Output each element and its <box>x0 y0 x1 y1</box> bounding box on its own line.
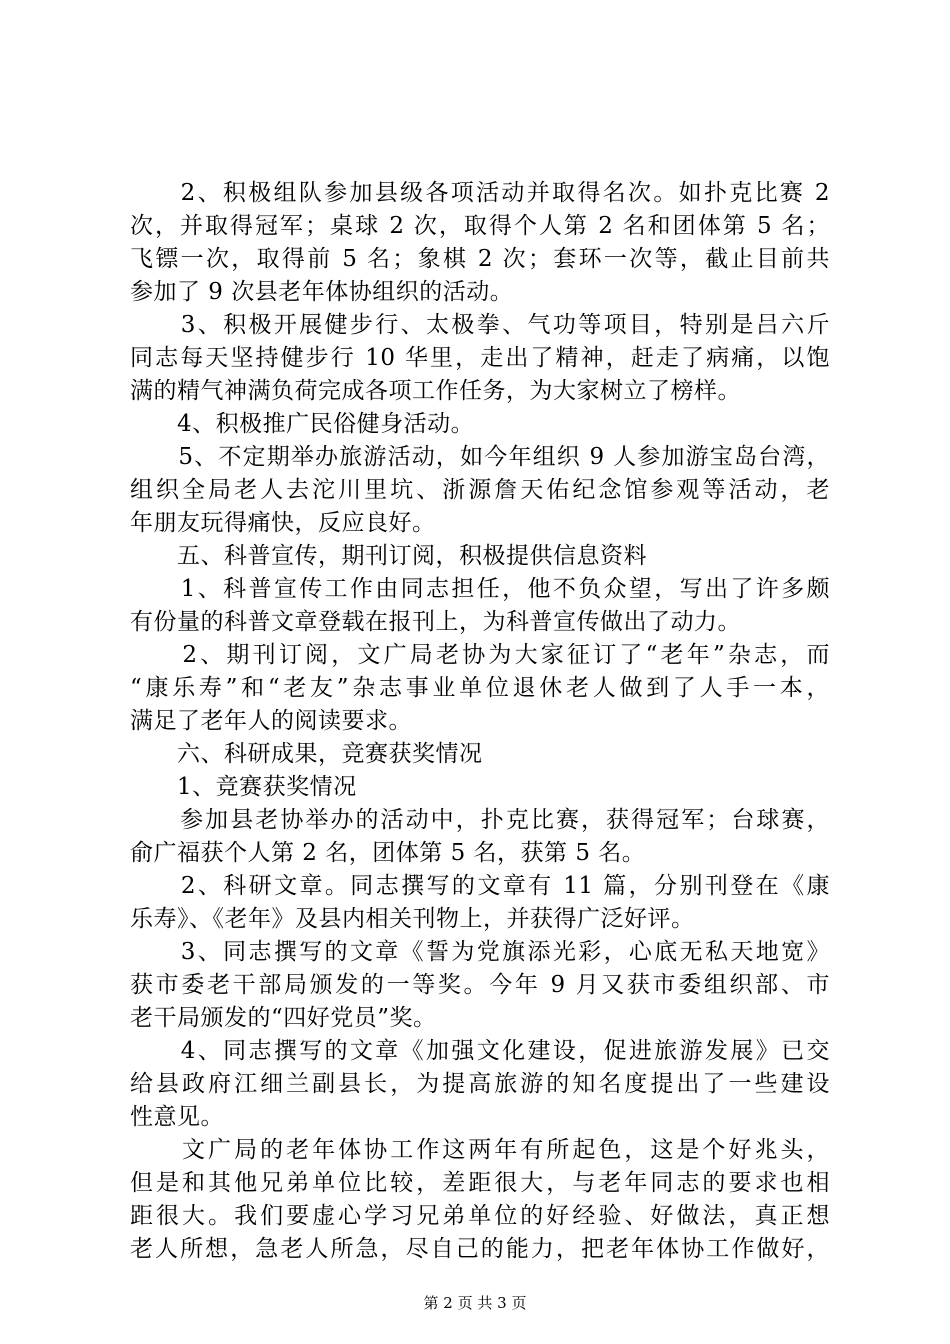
text-line: “康乐寿”和“老友”杂志事业单位退休老人做到了人手一本， <box>130 675 830 701</box>
text-line: 乐寿》、《老年》及县内相关刊物上，并获得广泛好评。 <box>130 906 695 932</box>
text-line: 满足了老年人的阅读要求。 <box>130 708 412 734</box>
text-line: 有份量的科普文章登载在报刊上，为科普宣传做出了动力。 <box>130 609 741 635</box>
text-line: 1、竞赛获奖情况 <box>130 774 357 800</box>
section-heading: 六、科研成果，竞赛获奖情况 <box>130 741 483 767</box>
text-line: 参加县老协举办的活动中，扑克比赛，获得冠军；台球赛， <box>130 807 830 833</box>
text-line: 飞镖一次，取得前 5 名；象棋 2 次；套环一次等，截止目前共 <box>130 246 830 272</box>
text-line: 组织全局老人去沱川里坑、浙源詹天佑纪念馆参观等活动，老 <box>130 477 830 503</box>
text-line: 老人所想，急老人所急，尽自己的能力，把老年体协工作做好， <box>130 1236 830 1262</box>
text-line: 1、科普宣传工作由同志担任，他不负众望，写出了许多颇 <box>130 576 830 602</box>
text-line: 2、期刊订阅，文广局老协为大家征订了“老年”杂志，而 <box>130 642 830 668</box>
text-line: 4、同志撰写的文章《加强文化建设，促进旅游发展》已交 <box>130 1038 830 1064</box>
text-line: 2、科研文章。同志撰写的文章有 11 篇，分别刊登在《康 <box>130 873 830 899</box>
text-line: 2、积极组队参加县级各项活动并取得名次。如扑克比赛 2 <box>130 180 830 206</box>
page-number-footer: 第 2 页 共 3 页 <box>423 1294 527 1312</box>
text-line: 获市委老干部局颁发的一等奖。今年 9 月又获市委组织部、市 <box>130 972 830 998</box>
text-line: 3、积极开展健步行、太极拳、气功等项目，特别是吕六斤 <box>130 312 830 338</box>
text-line: 参加了 9 次县老年体协组织的活动。 <box>130 279 514 305</box>
text-line: 次，并取得冠军；桌球 2 次，取得个人第 2 名和团体第 5 名； <box>130 213 830 239</box>
text-line: 距很大。我们要虚心学习兄弟单位的好经验、好做法，真正想 <box>130 1203 830 1229</box>
section-heading: 五、科普宣传，期刊订阅，积极提供信息资料 <box>130 543 647 569</box>
text-line: 性意见。 <box>130 1104 224 1130</box>
text-line: 给县政府江细兰副县长，为提高旅游的知名度提出了一些建设 <box>130 1071 830 1097</box>
text-line: 同志每天坚持健步行 10 华里，走出了精神，赶走了病痛，以饱 <box>130 345 830 371</box>
text-line: 老干局颁发的“四好党员”奖。 <box>130 1005 437 1031</box>
text-line: 年朋友玩得痛快，反应良好。 <box>130 510 436 536</box>
text-line: 俞广福获个人第 2 名，团体第 5 名，获第 5 名。 <box>130 840 646 866</box>
text-line: 5、不定期举办旅游活动，如今年组织 9 人参加游宝岛台湾， <box>130 444 830 470</box>
text-line: 4、积极推广民俗健身活动。 <box>130 411 475 437</box>
text-line: 文广局的老年体协工作这两年有所起色，这是个好兆头， <box>130 1137 830 1163</box>
text-line: 3、同志撰写的文章《誓为党旗添光彩，心底无私天地宽》 <box>130 939 830 965</box>
text-line: 但是和其他兄弟单位比较，差距很大，与老年同志的要求也相 <box>130 1170 830 1196</box>
text-line: 满的精气神满负荷完成各项工作任务，为大家树立了榜样。 <box>130 378 741 404</box>
